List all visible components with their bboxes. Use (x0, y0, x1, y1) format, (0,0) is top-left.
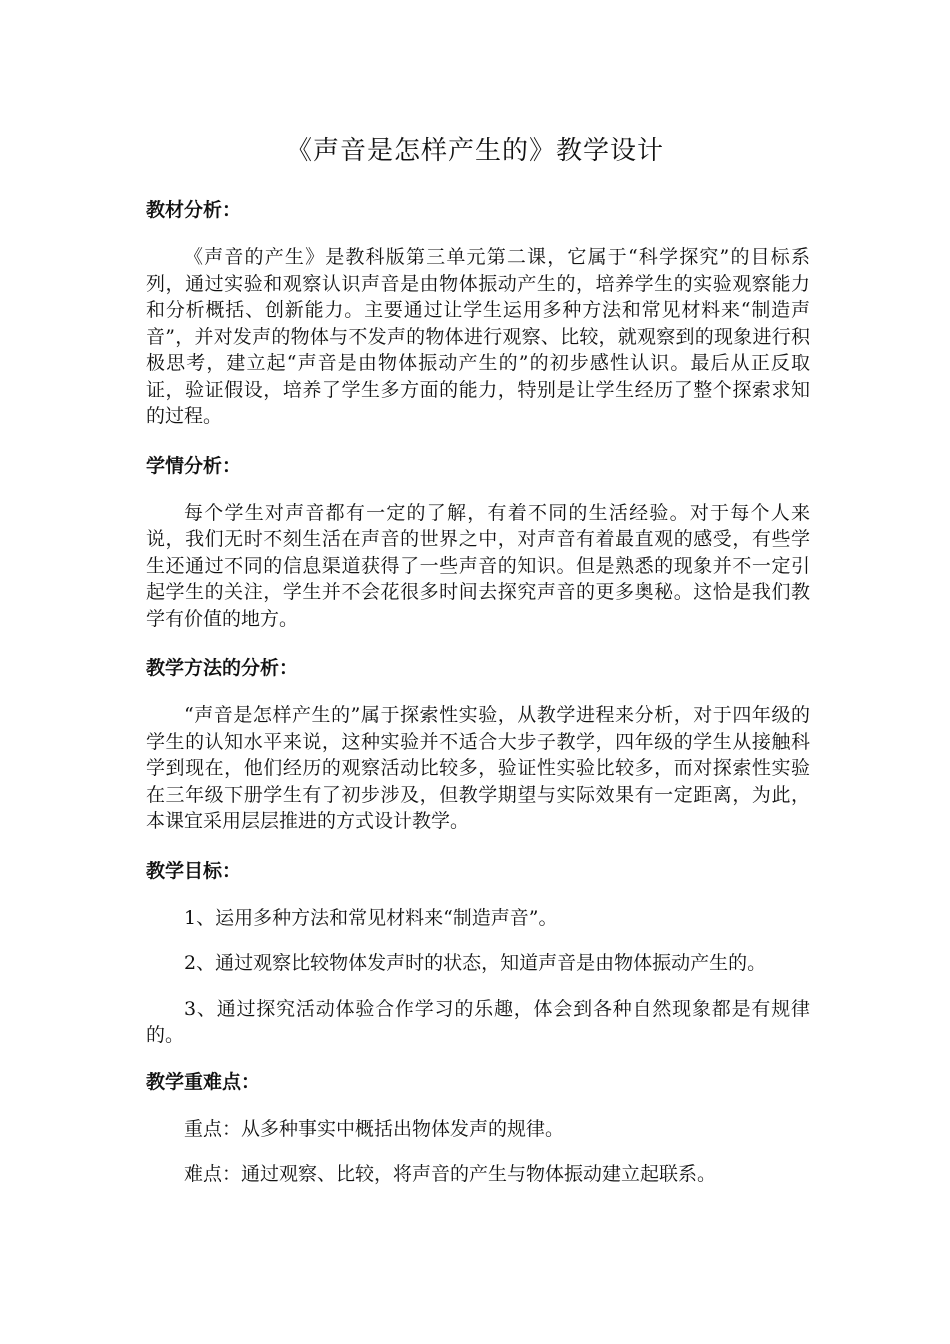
section-paragraph: “声音是怎样产生的”属于探索性实验，从教学进程来分析，对于四年级的学生的认知水平来说，这种实验并不适合大步子教学，四年级的学生从接触科学到现在，他们经历的观察活动比较多，验证性实验比较多，而对探索性实验在三年级下册学生有了初步涉及，但教学期望与实际效果有一定距离，为此，本课宜采用层层推进的方式设计教学。 (146, 704, 810, 832)
section-heading-teaching-method: 教学方法的分析： (146, 657, 299, 679)
section-heading-teaching-goals: 教学目标： (146, 859, 242, 882)
document-body (146, 196, 810, 1207)
section-heading-key-points: 教学重难点： (146, 1070, 261, 1093)
section-heading-textbook-analysis: 教材分析： (146, 199, 242, 221)
goal-item: 3、通过探究活动体验合作学习的乐趣，体会到各种自然现象都是有规律的。 (146, 997, 810, 1046)
section-paragraph: 每个学生对声音都有一定的了解，有着不同的生活经验。对于每个人来说，我们无时不刻生活在声音的世界之中，对声音有着最直观的感受，有些学生还通过不同的信息渠道获得了一些声音的知识。但是熟悉的现象并不一定引起学生的关注，学生并不会花很多时间去探究声音的更多奥秘。这恰是我们教学有价值的地方。 (146, 501, 810, 630)
goal-item: 2、通过观察比较物体发声时的状态，知道声音是由物体振动产生的。 (184, 952, 767, 974)
section-heading-student-analysis: 学情分析： (146, 454, 242, 477)
difficulty-item: 难点：通过观察、比较，将声音的产生与物体振动建立起联系。 (184, 1163, 717, 1185)
goal-item: 1、运用多种方法和常见材料来“制造声音”。 (184, 906, 558, 929)
document-title: 《声音是怎样产生的》教学设计 (285, 136, 664, 166)
key-point-item: 重点：从多种事实中概括出物体发声的规律。 (184, 1117, 565, 1140)
section-paragraph: 《声音的产生》是教科版第三单元第二课，它属于“科学探究”的目标系列，通过实验和观察认识声音是由物体振动产生的，培养学生的实验观察能力和分析概括、创新能力。主要通过让学生运用多种方法和常见材料来“制造声音”，并对发声的物体与不发声的物体进行观察、比较，就观察到的现象进行积极思考，建立起“声音是由物体振动产生的”的初步感性认识。最后从正反取证，验证假设，培养了学生多方面的能力，特别是让学生经历了整个探索求知的过程。 (146, 246, 810, 427)
